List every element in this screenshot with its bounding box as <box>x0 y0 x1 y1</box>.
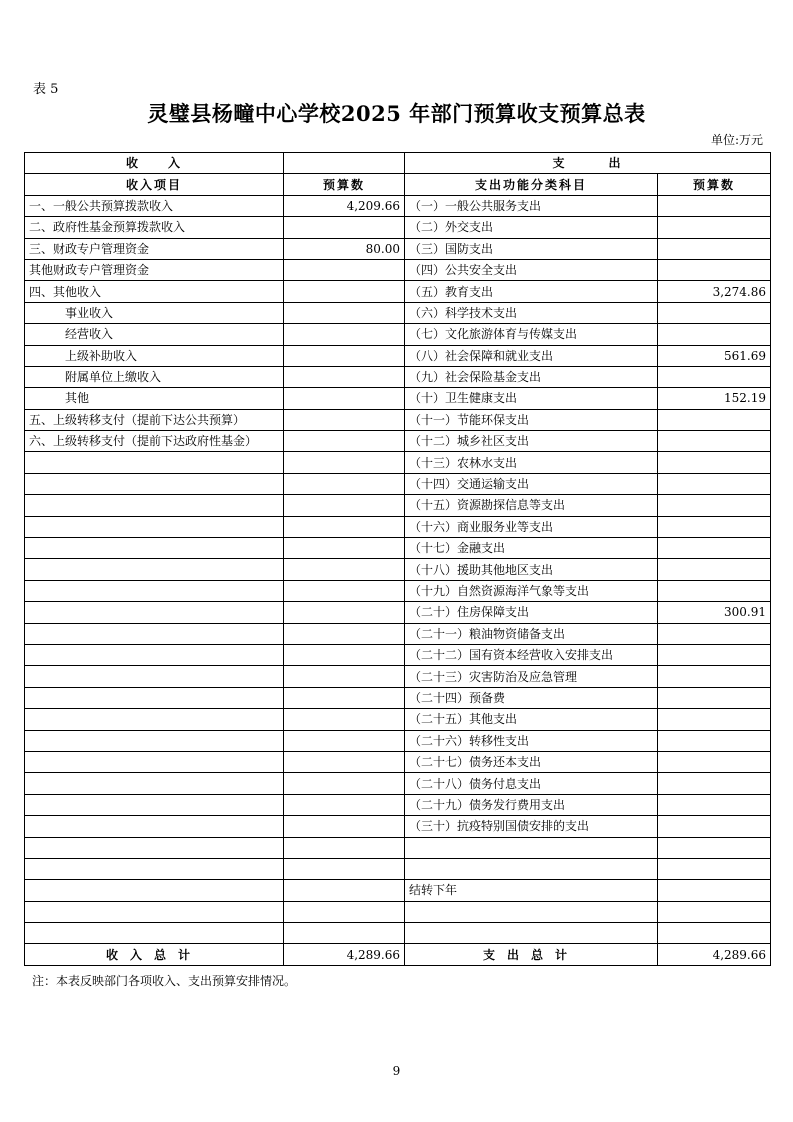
income-item-cell <box>25 730 284 751</box>
table-row <box>25 473 771 494</box>
budget-table <box>24 152 771 966</box>
table-group-header-row <box>25 153 771 174</box>
expense-amount-cell <box>658 923 771 944</box>
expense-amount-cell <box>658 409 771 430</box>
expense-amount-cell <box>658 538 771 559</box>
table-row <box>25 324 771 345</box>
income-item-cell: 一、一般公共预算拨款收入 <box>25 195 284 216</box>
expense-item-cell: （二十八）债务付息支出 <box>405 773 658 794</box>
expense-amount-cell <box>658 302 771 323</box>
table-row <box>25 730 771 751</box>
table-row <box>25 217 771 238</box>
income-amount-cell <box>284 388 405 409</box>
income-amount-cell <box>284 452 405 473</box>
table-body <box>25 195 771 944</box>
table-row <box>25 238 771 259</box>
income-item-cell: 三、财政专户管理资金 <box>25 238 284 259</box>
income-amount-cell: 80.00 <box>284 238 405 259</box>
expense-item-cell: （十七）金融支出 <box>405 538 658 559</box>
income-amount-cell <box>284 623 405 644</box>
income-item-cell: 四、其他收入 <box>25 281 284 302</box>
income-amount-cell <box>284 409 405 430</box>
income-item-cell <box>25 623 284 644</box>
income-item-cell: 事业收入 <box>25 302 284 323</box>
expense-amount-cell <box>658 901 771 922</box>
income-amount-cell <box>284 923 405 944</box>
expense-item-cell: （二十一）粮油物资储备支出 <box>405 623 658 644</box>
table-row <box>25 880 771 901</box>
expense-amount-cell <box>658 217 771 238</box>
income-item-cell <box>25 473 284 494</box>
table-row <box>25 837 771 858</box>
income-amount-cell <box>284 644 405 665</box>
income-amount-cell <box>284 431 405 452</box>
expense-amount-cell <box>658 623 771 644</box>
table-row <box>25 602 771 623</box>
income-item-cell: 附属单位上缴收入 <box>25 366 284 387</box>
table-row <box>25 559 771 580</box>
income-amount-cell <box>284 345 405 366</box>
expense-amount-cell <box>658 324 771 345</box>
total-income-amount: 4,289.66 <box>284 944 405 965</box>
expense-item-cell: （十三）农林水支出 <box>405 452 658 473</box>
table-row <box>25 452 771 473</box>
income-amount-cell <box>284 281 405 302</box>
income-amount-cell <box>284 816 405 837</box>
income-item-cell <box>25 923 284 944</box>
income-item-cell <box>25 858 284 879</box>
income-amount-cell <box>284 259 405 280</box>
income-item-cell <box>25 452 284 473</box>
expense-item-cell: （十四）交通运输支出 <box>405 473 658 494</box>
expense-item-cell: 结转下年 <box>405 880 658 901</box>
expense-amount-cell <box>658 366 771 387</box>
total-expense-label: 支出总计 <box>405 944 658 965</box>
income-item-cell <box>25 538 284 559</box>
page-title: 灵璧县杨疃中心学校2025 年部门预算收支预算总表 <box>147 101 646 126</box>
income-item-cell: 上级补助收入 <box>25 345 284 366</box>
expense-amount-cell <box>658 837 771 858</box>
expense-amount-cell <box>658 816 771 837</box>
income-amount-cell <box>284 880 405 901</box>
unit-label: 单位:万元 <box>710 133 763 147</box>
expense-amount-cell <box>658 195 771 216</box>
expense-amount-cell <box>658 666 771 687</box>
expense-amount-cell <box>658 794 771 815</box>
expense-item-cell: （二十三）灾害防治及应急管理 <box>405 666 658 687</box>
income-amount-cell <box>284 837 405 858</box>
table-row <box>25 538 771 559</box>
table-row <box>25 409 771 430</box>
expense-item-cell: （二十）住房保障支出 <box>405 602 658 623</box>
table-row <box>25 345 771 366</box>
income-amount-cell: 4,209.66 <box>284 195 405 216</box>
expense-amount-cell <box>658 580 771 601</box>
table-row <box>25 281 771 302</box>
expense-amount-cell: 300.91 <box>658 602 771 623</box>
table-row <box>25 923 771 944</box>
table-row <box>25 816 771 837</box>
table-row <box>25 431 771 452</box>
table-row <box>25 388 771 409</box>
table-row <box>25 495 771 516</box>
income-item-cell <box>25 580 284 601</box>
income-item-cell <box>25 644 284 665</box>
col-expense-item: 支出功能分类科目 <box>405 174 658 195</box>
income-item-cell <box>25 516 284 537</box>
expense-amount-cell <box>658 516 771 537</box>
expense-amount-cell <box>658 238 771 259</box>
income-amount-cell <box>284 773 405 794</box>
expense-amount-cell <box>658 473 771 494</box>
table-column-header-row <box>25 174 771 195</box>
expense-item-cell: （二十九）债务发行费用支出 <box>405 794 658 815</box>
income-item-cell <box>25 602 284 623</box>
table-row <box>25 751 771 772</box>
income-item-cell: 二、政府性基金预算拨款收入 <box>25 217 284 238</box>
expense-item-cell <box>405 858 658 879</box>
expense-item-cell: （二十七）债务还本支出 <box>405 751 658 772</box>
expense-amount-cell <box>658 431 771 452</box>
expense-item-cell: （二十六）转移性支出 <box>405 730 658 751</box>
expense-amount-cell <box>658 495 771 516</box>
table-row <box>25 773 771 794</box>
expense-item-cell: （二十五）其他支出 <box>405 709 658 730</box>
table-label: 表 5 <box>33 82 59 97</box>
expense-item-cell: （六）科学技术支出 <box>405 302 658 323</box>
col-income-item: 收入项目 <box>25 174 284 195</box>
income-item-cell: 五、上级转移支付（提前下达公共预算） <box>25 409 284 430</box>
expense-amount-cell <box>658 880 771 901</box>
income-amount-cell <box>284 302 405 323</box>
income-group-header: 收 入 <box>25 153 284 174</box>
expense-item-cell: （三）国防支出 <box>405 238 658 259</box>
table-row <box>25 858 771 879</box>
income-item-cell: 六、上级转移支付（提前下达政府性基金） <box>25 431 284 452</box>
expense-amount-cell <box>658 644 771 665</box>
col-expense-amount: 预算数 <box>658 174 771 195</box>
income-amount-cell <box>284 687 405 708</box>
income-amount-cell <box>284 217 405 238</box>
expense-item-cell: （十）卫生健康支出 <box>405 388 658 409</box>
income-item-cell <box>25 794 284 815</box>
expense-item-cell: （十五）资源勘探信息等支出 <box>405 495 658 516</box>
expense-item-cell <box>405 837 658 858</box>
table-total-row <box>25 944 771 965</box>
expense-item-cell: （十九）自然资源海洋气象等支出 <box>405 580 658 601</box>
table-row <box>25 366 771 387</box>
col-income-amount: 预算数 <box>284 174 405 195</box>
expense-item-cell: （七）文化旅游体育与传媒支出 <box>405 324 658 345</box>
total-income-label: 收入总计 <box>25 944 284 965</box>
income-item-cell <box>25 559 284 580</box>
expense-amount-cell: 3,274.86 <box>658 281 771 302</box>
expense-amount-cell <box>658 259 771 280</box>
income-amount-cell <box>284 751 405 772</box>
table-row <box>25 195 771 216</box>
income-item-cell: 经营收入 <box>25 324 284 345</box>
table-row <box>25 580 771 601</box>
expense-amount-cell: 561.69 <box>658 345 771 366</box>
expense-item-cell: （二）外交支出 <box>405 217 658 238</box>
income-amount-cell <box>284 580 405 601</box>
table-row <box>25 516 771 537</box>
table-row <box>25 794 771 815</box>
income-item-cell <box>25 751 284 772</box>
table-row <box>25 623 771 644</box>
income-amount-cell <box>284 473 405 494</box>
income-item-cell <box>25 837 284 858</box>
expense-item-cell: （十二）城乡社区支出 <box>405 431 658 452</box>
income-item-cell <box>25 687 284 708</box>
expense-amount-cell <box>658 687 771 708</box>
income-item-cell <box>25 709 284 730</box>
table-row <box>25 302 771 323</box>
footnote: 注：本表反映部门各项收入、支出预算安排情况。 <box>32 974 297 988</box>
income-amount-cell <box>284 324 405 345</box>
expense-item-cell: （四）公共安全支出 <box>405 259 658 280</box>
income-amount-cell <box>284 794 405 815</box>
expense-item-cell: （一）一般公共服务支出 <box>405 195 658 216</box>
expense-amount-cell <box>658 773 771 794</box>
income-amount-cell <box>284 730 405 751</box>
income-item-cell: 其他 <box>25 388 284 409</box>
expense-item-cell: （二十四）预备费 <box>405 687 658 708</box>
income-item-cell <box>25 495 284 516</box>
expense-item-cell: （八）社会保障和就业支出 <box>405 345 658 366</box>
total-expense-amount: 4,289.66 <box>658 944 771 965</box>
expense-item-cell <box>405 923 658 944</box>
expense-amount-cell <box>658 709 771 730</box>
expense-item-cell: （三十）抗疫特别国债安排的支出 <box>405 816 658 837</box>
income-item-cell <box>25 880 284 901</box>
income-amount-cell <box>284 559 405 580</box>
expense-amount-cell <box>658 751 771 772</box>
expense-amount-cell <box>658 730 771 751</box>
expense-item-cell: （五）教育支出 <box>405 281 658 302</box>
table-row <box>25 259 771 280</box>
expense-amount-cell <box>658 858 771 879</box>
income-amount-cell <box>284 602 405 623</box>
expense-item-cell: （十六）商业服务业等支出 <box>405 516 658 537</box>
expense-item-cell: （二十二）国有资本经营收入安排支出 <box>405 644 658 665</box>
table-row <box>25 666 771 687</box>
expense-amount-cell <box>658 559 771 580</box>
income-item-cell <box>25 901 284 922</box>
income-amount-cell <box>284 901 405 922</box>
expense-amount-cell <box>658 452 771 473</box>
expense-amount-cell: 152.19 <box>658 388 771 409</box>
expense-item-cell <box>405 901 658 922</box>
table-row <box>25 644 771 665</box>
income-amount-cell <box>284 858 405 879</box>
table-row <box>25 709 771 730</box>
income-item-cell: 其他财政专户管理资金 <box>25 259 284 280</box>
expense-item-cell: （九）社会保险基金支出 <box>405 366 658 387</box>
income-item-cell <box>25 816 284 837</box>
page-number: 9 <box>392 1064 401 1078</box>
table-row <box>25 901 771 922</box>
income-item-cell <box>25 773 284 794</box>
income-group-header-blank <box>284 153 405 174</box>
income-amount-cell <box>284 495 405 516</box>
table-row <box>25 687 771 708</box>
expense-group-header: 支 出 <box>405 153 771 174</box>
income-amount-cell <box>284 538 405 559</box>
income-amount-cell <box>284 666 405 687</box>
income-item-cell <box>25 666 284 687</box>
income-amount-cell <box>284 366 405 387</box>
income-amount-cell <box>284 709 405 730</box>
expense-item-cell: （十一）节能环保支出 <box>405 409 658 430</box>
expense-item-cell: （十八）援助其他地区支出 <box>405 559 658 580</box>
income-amount-cell <box>284 516 405 537</box>
